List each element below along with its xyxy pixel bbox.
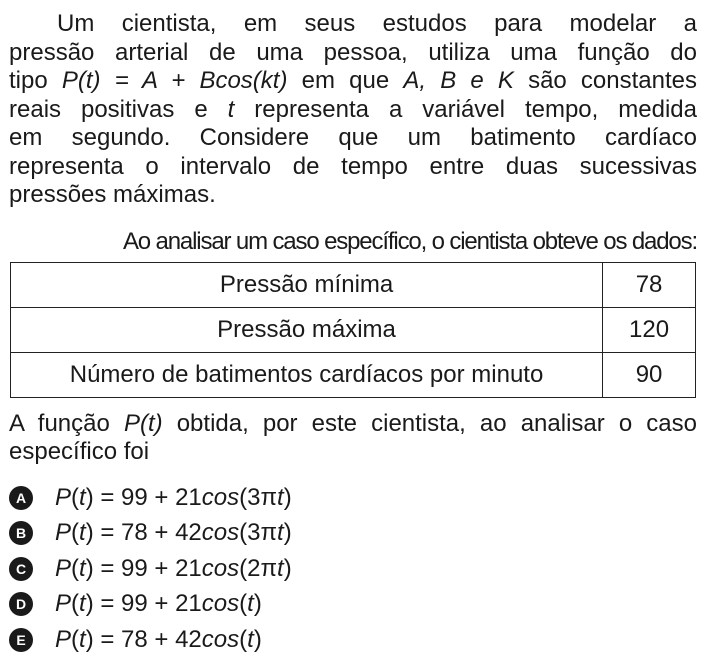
- constants-names: A, B e K: [403, 67, 514, 94]
- question-function: P(t): [123, 410, 163, 437]
- option-formula: P(t) = 99 + 21cos(t): [55, 590, 262, 618]
- option-d[interactable]: [9, 587, 697, 623]
- intro-line-1: Um cientista, em seus estudos para modelar a: [57, 10, 697, 37]
- option-e[interactable]: [9, 622, 697, 658]
- intro-line-2: pressão arterial de uma pessoa, utiliza uma função do: [9, 38, 697, 66]
- intro-line-6: representa o intervalo de tempo entre duas sucessivas: [9, 152, 697, 180]
- intro-line-5: em segundo. Considere que um batimento cardíaco: [9, 124, 697, 151]
- option-letter-badge: D: [9, 592, 33, 616]
- intro-line-4-start: reais positivas e: [9, 95, 208, 123]
- question-line-1: [9, 410, 697, 438]
- option-letter-badge: A: [9, 486, 33, 510]
- intro-paragraph: [9, 10, 697, 210]
- intro-line-3-end: são constantes: [513, 67, 698, 94]
- data-lead-text: Ao analisar um caso específico, o cientista obteve os dados:: [122, 228, 697, 255]
- table-row: [11, 353, 696, 398]
- option-c[interactable]: [9, 551, 697, 587]
- intro-line-7: pressões máximas.: [9, 181, 216, 208]
- question-line-1-start: A função: [9, 410, 124, 437]
- table-row: [11, 263, 696, 308]
- table-cell-label: Pressão mínima: [11, 263, 603, 308]
- answer-options: [9, 480, 697, 658]
- function-formula: P(t) = A + Bcos(kt): [61, 67, 288, 94]
- question-line-1-end: obtida, por este cientista, ao analisar o caso: [162, 410, 697, 437]
- intro-line-3-start: tipo: [9, 67, 48, 94]
- intro-line-3-mid: em que: [287, 67, 404, 94]
- question-stem: [9, 410, 697, 466]
- data-table: [10, 262, 696, 398]
- option-formula: P(t) = 78 + 42cos(3πt): [55, 519, 292, 547]
- intro-line-3: [9, 67, 697, 96]
- table-cell-label: Pressão máxima: [11, 308, 603, 353]
- table-row: [11, 308, 696, 353]
- option-formula: P(t) = 99 + 21cos(3πt): [55, 483, 292, 511]
- table-cell-value: 90: [603, 353, 696, 398]
- intro-line-4: [9, 96, 697, 125]
- question-line-2: específico foi: [9, 438, 150, 465]
- table-cell-value: 78: [603, 263, 696, 308]
- table-cell-label: Número de batimentos cardíacos por minuto: [11, 353, 603, 398]
- option-letter-badge: E: [9, 628, 33, 652]
- option-letter-badge: C: [9, 557, 33, 581]
- time-variable: t: [227, 95, 235, 123]
- option-letter-badge: B: [9, 521, 33, 545]
- option-b[interactable]: [9, 516, 697, 552]
- option-formula: P(t) = 99 + 21cos(2πt): [55, 554, 292, 582]
- option-a[interactable]: [9, 480, 697, 516]
- option-formula: P(t) = 78 + 42cos(t): [55, 625, 262, 653]
- table-cell-value: 120: [603, 308, 696, 353]
- intro-line-4-end: representa a variável tempo, medida: [234, 95, 697, 123]
